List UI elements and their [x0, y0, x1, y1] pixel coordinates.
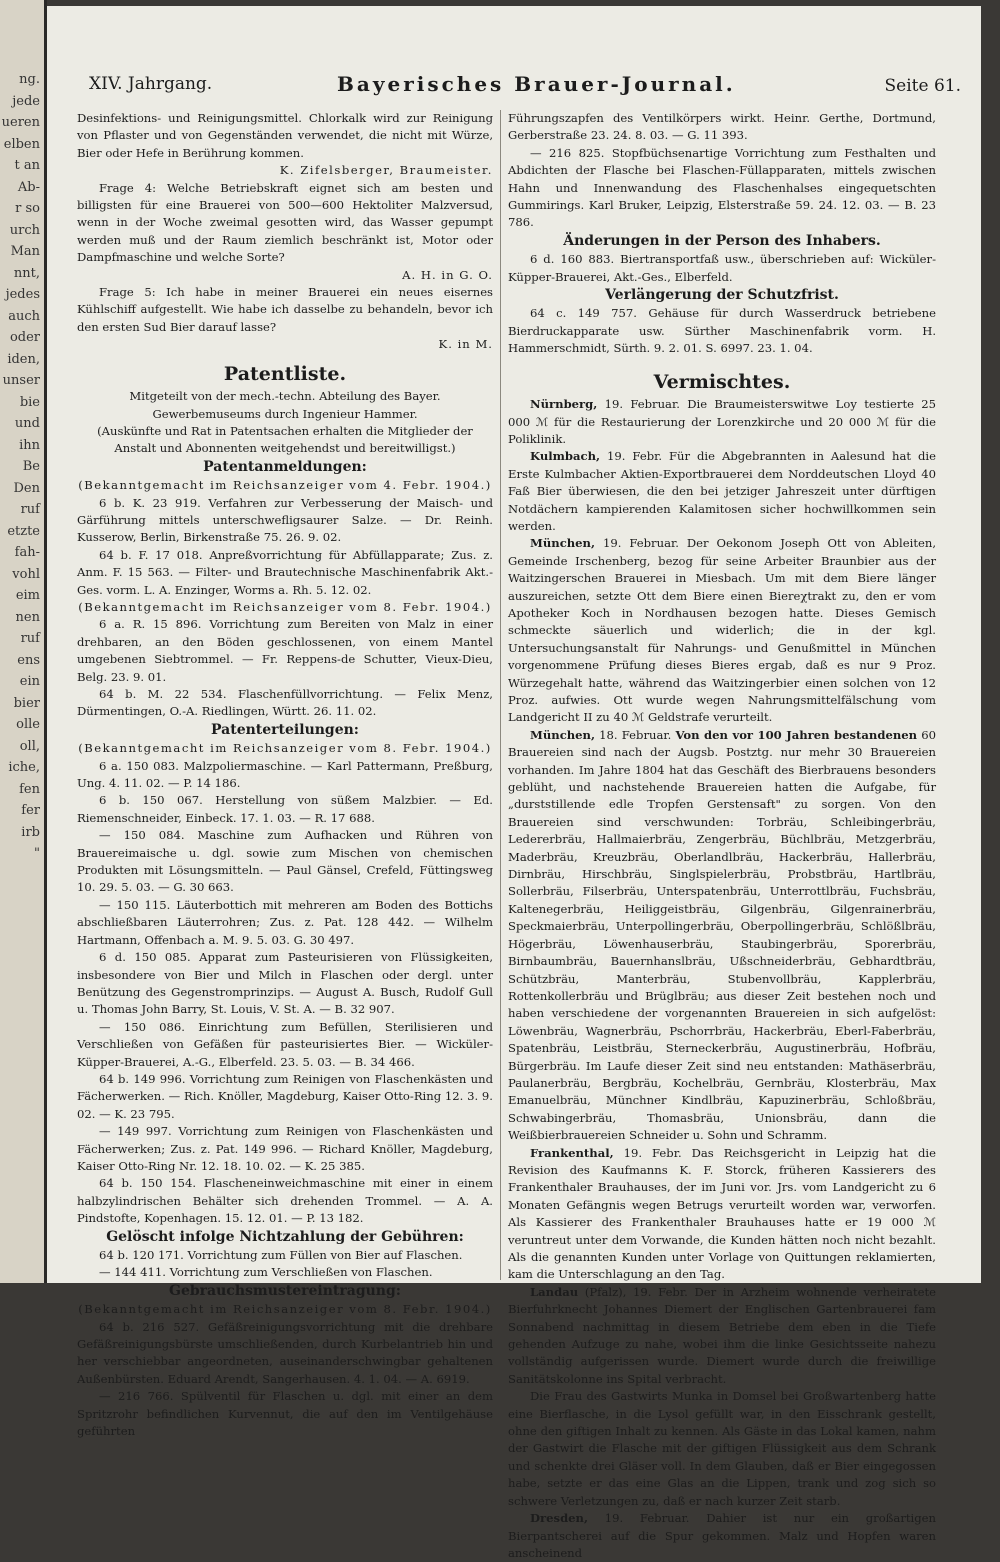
page-header [47, 66, 981, 106]
margin-fragment: iden, [7, 351, 40, 367]
margin-fragment: bie [19, 394, 40, 410]
margin-fragment: bier [13, 695, 40, 711]
news-text: 19. Febr. Für die Abgebrannten in Aalesund hat die Erste Kulmbacher Aktien-Exportbrauerei dem Norddeutschen Lloyd 40 Faß Bier überwiesen, die den bei jetziger Jahreszeit unter dürftigen Notdächern kampierenden Kalamitosen sicher hochwillkommen sein werden. [508, 449, 936, 533]
news-place: München, [530, 727, 596, 742]
patent-entry: 6 b. 150 067. Herstellung von süßem Malzbier. — Ed. Riemenschneider, Einbeck. 17. 1. 03. — R. 17 688. [77, 793, 493, 825]
left-column [77, 110, 493, 1440]
patent-entry: — 149 997. Vorrichtung zum Reinigen von Flaschenkästen und Fächerwerken; Zus. z. Pat. 149 996. — Richard Knöller, Magdeburg, Kaiser Otto-Ring Nr. 12. 18. 10. 02. — K. 25 385. [77, 1124, 493, 1173]
announcement-line: (Bekanntgemacht im Reichsanzeiger vom 8. Febr. 1904.) [78, 741, 492, 756]
patent-entry: — 150 115. Läuterbottich mit mehreren am Boden des Bottichs abschließbaren Läuterrohren; Zus. z. Pat. 128 442. — Wilhelm Hartmann, Offenbach a. M. 9. 5. 03. G. 30 497. [77, 897, 493, 947]
news-item [508, 396, 936, 448]
patent-entry: — 216 766. Spülventil für Flaschen u. dgl. mit einer an dem Spritzrohr befindlichen Kurvennut, die auf den im Ventilgehäuse geführten [77, 1389, 493, 1439]
patent-entry: 64 b. 150 154. Flascheneinweichmaschine mit einer in einem halbzylindrischen Behälter sich drehenden Trommel. — A. A. Pindstofte, Kopenhagen. 15. 12. 01. — P. 13 182. [77, 1176, 493, 1226]
margin-fragment: olle [16, 717, 40, 732]
signature: A. H. in G. O. [402, 267, 493, 282]
margin-fragment: ng. [19, 72, 40, 87]
patent-entry: 64 b. M. 22 534. Flaschenfüllvorrichtung. — Felix Menz, Dürmentingen, O.-A. Riedlingen, Württ. 26. 11. 02. [77, 687, 493, 719]
question-4: Frage 4: Welche Betriebskraft eignet sich am besten und billigsten für eine Brauerei von 500—600 Hektoliter Malzversud, wenn in der Woche zweimal gesotten wird, das Wasser gepumpt werden muß und der Raum ziemlich beschränkt ist, Motor oder Dampfmaschine und welche Sorte? [77, 180, 493, 265]
patent-entry: 64 b. F. 17 018. Anpreßvorrichtung für Abfüllapparate; Zus. z. Anm. F. 15 563. — Filter- und Brautechnische Maschinenfabrik Akt.-Ges. vorm. L. A. Enzinger, Worms a. Rh. 5. 12. 02. [77, 547, 493, 597]
announcement-line: (Bekanntgemacht im Reichsanzeiger vom 8. Febr. 1904.) [78, 1302, 492, 1317]
patent-entry: 6 a. R. 15 896. Vorrichtung zum Bereiten von Malz in einer drehbaren, an den Böden geschlossenen, von einem Mantel umgebenen Siebtrommel. — Fr. Reppens-de Schutter, Vieux-Dieu, Belg. 23. 9. 01. [77, 617, 493, 684]
question-5: Frage 5: Ich habe in meiner Brauerei ein neues eisernes Kühlschiff aufgestellt. Wie habe ich dasselbe zu behandeln, bevor ich den ersten Sud Bier darauf lasse? [77, 285, 493, 334]
heading-aenderungen: Änderungen in der Person des Inhabers. [563, 232, 881, 249]
heading-gebrauchsmuster: Gebrauchsmustereintragung: [169, 1282, 401, 1299]
patent-entry: Führungszapfen des Ventilkörpers wirkt. Heinr. Gerthe, Dortmund, Gerberstraße 23. 24. 8. 03. — G. 11 393. [508, 111, 936, 143]
news-text: 19. Februar. Die Braumeisterswitwe Loy testierte 25 000 ℳ für die Restaurierung der Lorenzkirche und 20 000 ℳ für die Poliklinik. [508, 397, 937, 446]
journal-page [47, 6, 981, 1560]
news-item [508, 1284, 936, 1388]
margin-fragment: t an [14, 158, 40, 173]
margin-fragment: oder [9, 330, 40, 345]
heading-verlaengerung: Verlängerung der Schutzfrist. [605, 287, 839, 304]
column-divider [500, 110, 501, 1280]
margin-fragment: vohl [12, 566, 40, 582]
news-place: Dresden, [530, 1511, 589, 1526]
margin-fragment: ueren [1, 115, 40, 130]
margin-fragment: Be [22, 459, 40, 474]
news-item: Die Frau des Gastwirts Munka in Domsel bei Großwartenberg hatte eine Bierflasche, in die Lysol gefüllt war, in den Eisschrank gestellt, ohne den giftigen Inhalt zu kennen. Als Gäste in das Lokal kamen, nahm der Gastwirt die Flasche mit der giftigen Flüssigkeit aus dem Schrank und schenkte drei Gläser voll. In dem Glauben, daß er Bier eingegossen habe, setzte er das eine Glas an die Lippen, trank und zog sich so schwere Verletzungen zu, daß er nach kurzer Zeit starb. [508, 1389, 936, 1508]
patent-entry: 64 b. 120 171. Vorrichtung zum Füllen von Bier auf Flaschen. [99, 1248, 463, 1262]
margin-fragment: ruf [20, 631, 40, 646]
news-text: 19. Februar. Der Oekonom Joseph Ott von Ableiten, Gemeinde Irschenberg, bezog für seine Arbeiter Braunbier aus der Waitzingerschen Brauerei in Miesbach. Um mit dem Biere länger auszureichen, setzte Ott dem Biere einen Biereχtrakt zu, den er vom Apotheker Koch in Nordhausen bezogen hatte. Dieses Gemisch schmeckte säuerlich und widerlich; die in der kgl. Untersuchungsanstalt für Nahrungs- und Genußmittel in München vorgenommene Prüfung dieses Bieres ergab, daß es nur 9 Proz. Würzegehalt hatte, während das Waitzingerbier einen solchen von 12 Proz. aufwies. Ott wurde wegen Nahrungsmittelfälschung vom Landgericht II zu 40 ℳ Geldstrafe verurteilt. [508, 536, 937, 725]
margin-fragment: ein [19, 674, 40, 689]
signature: K. in M. [438, 337, 493, 352]
patent-entry: 64 c. 149 757. Gehäuse für durch Wasserdruck betriebene Bierdruckapparate usw. Sürther Maschinenfabrik vorm. H. Hammerschmidt, Sürth. 9. 2. 01. S. 6997. 23. 1. 04. [508, 306, 936, 356]
patent-entry: — 150 084. Maschine zum Aufhacken und Rühren von Brauereimaische u. dgl. sowie zum Mischen von chemischen Produkten mit Lösungsmitteln. — Paul Gänsel, Crefeld, Füttingsweg 10. 29. 5. 03. — G. 30 663. [77, 828, 493, 895]
section-title-patentliste: Patentliste. [223, 362, 347, 385]
margin-fragment: r so [15, 201, 40, 216]
news-place: München, [530, 536, 596, 551]
margin-fragment: " [34, 846, 40, 861]
right-column [508, 110, 936, 1562]
news-text: 60 Brauereien sind nach der Augsb. Postztg. nur mehr 30 Brauereien vorhanden. Im Jahre 1804 hat das Geschäft des Bierbrauens besonders geblüht, und nachstehende Brauereien hatten die Aufgabe, für „durststillende edle Tropfen Gerstensaft" zu sorgen. Von den Brauereien sind verschwunden: Torbräu, Schleibingerbräu, Ledererbräu, Hallmaierbräu, Zengerbräu, Büchlbräu, Metzgerbräu, Maderbräu, Kreuzbräu, Oberlandlbräu, Hackerbräu, Hallerbräu, Dirnbräu, Hirschbräu, Singlspielerbräu, Probstbräu, Hartlbräu, Sollerbräu, Filserbräu, Unterspatenbräu, Unterrottlbräu, Fuchsbräu, Kaltenegerbräu, Heiliggeistbräu, Gilgenbräu, Gilgenrainerbräu, Speckmaierbräu, Unterpollingerbräu, Oberpollingerbräu, Schlößlbräu, Högerbräu, Löwenhauserbräu, Staubingerbräu, Sporerbräu, Birnbaumbräu, Bauernhanslbräu, Ußschneiderbräu, Gebhardtbräu, Schützbräu, Manterbräu, Stubenvollbräu, Kapplerbräu, Rottenkollerbräu und Brüglbräu; aus dieser Zeit bestehen noch und haben verschiedene der vorgenannten Brauereien in sich aufgelöst: Löwenbräu, Wagnerbräu, Pschorrbräu, Hackerbräu, Eberl-Faberbräu, Spatenbräu, Leistbräu, Sterneckerbräu, Augustinerbräu, Hofbräu, Bürgerbräu. Im Laufe dieser Zeit sind neu entstanden: Mathäserbräu, Paulanerbräu, Bergbräu, Kochelbräu, Gernbräu, Klosterbräu, Max Emanuelbräu, Münchner Kindlbräu, Kapuzinerbräu, Schloßbräu, Schwabingerbräu, Thomasbräu, Unionsbräu, dann die Weißbierbrauereien Schneider u. Sohn und Schramm. [508, 727, 936, 1143]
margin-fragment: nnt, [13, 265, 40, 281]
patent-entry: 6 b. K. 23 919. Verfahren zur Verbesserung der Maisch- und Gärführung mittels unterschwefligsaurer Salze. — Dr. Reinh. Kusserow, Berlin, Birkenstraße 75. 26. 9. 02. [77, 495, 493, 545]
signature: K. Zifelsberger, Braumeister. [279, 163, 493, 178]
margin-fragment: und [14, 416, 40, 431]
news-text: 19. Februar. Dahier ist nur ein großartigen Bierpantscherei auf die Spur gekommen. Malz und Hopfen waren anscheinend [508, 1511, 936, 1560]
patent-entry: — 144 411. Vorrichtung zum Verschließen von Flaschen. [99, 1265, 433, 1280]
news-date: 18. Februar. [599, 727, 672, 742]
volume-label: XIV. Jahrgang. [89, 74, 213, 94]
announcement-line: (Bekanntgemacht im Reichsanzeiger vom 4. Febr. 1904.) [78, 478, 492, 493]
news-item [508, 1145, 936, 1284]
page-number: Seite 61. [884, 76, 961, 96]
margin-fragment: etzte [7, 523, 40, 539]
heading-patenterteilungen: Patenterteilungen: [211, 721, 359, 738]
paragraph: Desinfektions- und Reinigungsmittel. Chlorkalk wird zur Reinigung von Pflaster und von Gegenständen verwendet, die nicht mit Würze, Bier oder Hefe in Berührung kommen. [77, 111, 493, 160]
margin-fragment: urch [9, 222, 40, 238]
news-text: (Pfalz), 19. Febr. Der in Arzheim wohnende verheiratete Bierfuhrknecht Johannes Diemert der Englischen Gartenbrauerei fam Sonnabend nachmittag in diesem Betriebe dem eben in die Tiefe gehenden Aufzuge zu nahe, wobei ihm die linke Gesichtsseite nahezu vollständig aufgerissen wurde. Diemert wurde durch die freiwillige Sanitätskolonne ins Spital verbracht. [508, 1284, 936, 1386]
news-place: Landau [530, 1284, 579, 1299]
patent-entry: 6 d. 150 085. Apparat zum Pasteurisieren von Flüssigkeiten, insbesondere von Bier und Milch in Flaschen oder dergl. unter Benützung des Gegenstromprinzips. — August A. Busch, Rudolf Gull u. Thomas John Barry, St. Louis, V. St. A. — B. 32 907. [77, 950, 493, 1017]
news-item [508, 535, 936, 726]
margin-fragment: Man [10, 244, 40, 259]
patent-entry: — 150 086. Einrichtung zum Befüllen, Sterilisieren und Verschließen von Gefäßen für pasteurisiertes Bier. — Wicküler-Küpper-Brauerei, A.-G., Elberfeld. 23. 5. 03. — B. 34 466. [77, 1019, 493, 1069]
margin-fragment: oll, [19, 738, 40, 754]
patent-entry: — 216 825. Stopfbüchsenartige Vorrichtung zum Festhalten und Abdichten der Flasche bei Flaschen-Füllapparaten, mittels zwischen Hahn und Innenwandung des Flaschenhalses eingequetschten Gummirings. Karl Bruker, Leipzig, Elsterstraße 59. 24. 12. 03. — B. 23 786. [508, 145, 936, 230]
news-place: Kulmbach, [530, 449, 601, 464]
margin-fragment: ihn [19, 437, 40, 453]
margin-fragment: jedes [5, 287, 40, 302]
margin-fragment: iche, [8, 760, 40, 775]
adjacent-page-strip [0, 0, 47, 1283]
margin-fragment: Den [13, 480, 40, 496]
journal-title: Bayerisches Brauer-Journal. [337, 72, 736, 96]
news-place: Frankenthal, [530, 1145, 614, 1160]
news-place: Nürnberg, [530, 397, 598, 412]
patent-entry: 6 d. 160 883. Biertransportfaß usw., überschrieben auf: Wicküler-Küpper-Brauerei, Akt.-Ges., Elberfeld. [508, 252, 936, 284]
section-subtitle: Mitgeteilt von der mech.-techn. Abteilung des Bayer. Gewerbemuseums durch Ingenieur Hammer. [129, 389, 441, 421]
section-note: (Auskünfte und Rat in Patentsachen erhalten die Mitglieder der Anstalt und Abonnenten weitgehendst und bereitwilligst.) [97, 423, 473, 456]
margin-fragment: fer [21, 803, 40, 818]
margin-fragment: elben [3, 136, 40, 152]
news-item [508, 448, 936, 535]
announcement-line: (Bekanntgemacht im Reichsanzeiger vom 8. Febr. 1904.) [78, 599, 492, 614]
margin-fragment: Ab- [17, 179, 40, 195]
news-text: 19. Febr. Das Reichsgericht in Leipzig hat die Revision des Kaufmanns K. F. Storck, früheren Kassierers des Frankenthaler Brauhauses, der im Juni vor. Jrs. vom Landgericht zu 6 Monaten Gefängnis wegen Betrugs verurteilt worden war, verworfen. Als Kassierer des Frankenthaler Brauhauses hatte er 19 000 ℳ veruntreut unter dem Vorwande, die Kunden hätten noch nicht bezahlt. Als die genannten Kunden unter Vorlage von Quittungen reklamierten, kam die Unterschlagung an den Tag. [508, 1145, 936, 1282]
margin-fragment: nen [15, 609, 40, 625]
margin-fragment: fah- [14, 545, 40, 560]
margin-fragment: ruf [20, 502, 40, 517]
margin-fragment: ens [17, 652, 40, 668]
margin-fragment: irb [21, 824, 40, 840]
margin-fragment: jede [12, 93, 40, 109]
news-item [508, 1510, 936, 1562]
margin-fragment: fen [19, 781, 40, 797]
news-item [508, 727, 936, 1145]
patent-entry: 64 b. 149 996. Vorrichtung zum Reinigen von Flaschenkästen und Fächerwerken. — Rich. Knöller, Magdeburg, Kaiser Otto-Ring 12. 3. 9. 02. — K. 23 795. [77, 1071, 493, 1121]
patent-entry: 6 a. 150 083. Malzpoliermaschine. — Karl Pattermann, Preßburg, Ung. 4. 11. 02. — P. 14 186. [77, 758, 493, 791]
section-title-vermischtes: Vermischtes. [653, 370, 791, 393]
heading-patentanmeldungen: Patentanmeldungen: [203, 458, 367, 475]
news-lead: Von den vor 100 Jahren bestandenen [675, 727, 918, 742]
margin-fragment: unser [2, 373, 40, 388]
margin-fragment: auch [8, 308, 40, 324]
heading-geloescht: Gelöscht infolge Nichtzahlung der Gebühren: [106, 1228, 464, 1245]
margin-fragment: eim [15, 588, 40, 603]
patent-entry: 64 b. 216 527. Gefäßreinigungsvorrichtung mit die drehbare Gefäßreinigungsbürste umschließenden, durch Kurbelantrieb hin und her verschiebbar angeordneten, auseinanderschwingbar gehaltenen Außenbürsten. Eduard Arendt, Sangerhausen. 4. 1. 04. — A. 6919. [77, 1319, 493, 1386]
